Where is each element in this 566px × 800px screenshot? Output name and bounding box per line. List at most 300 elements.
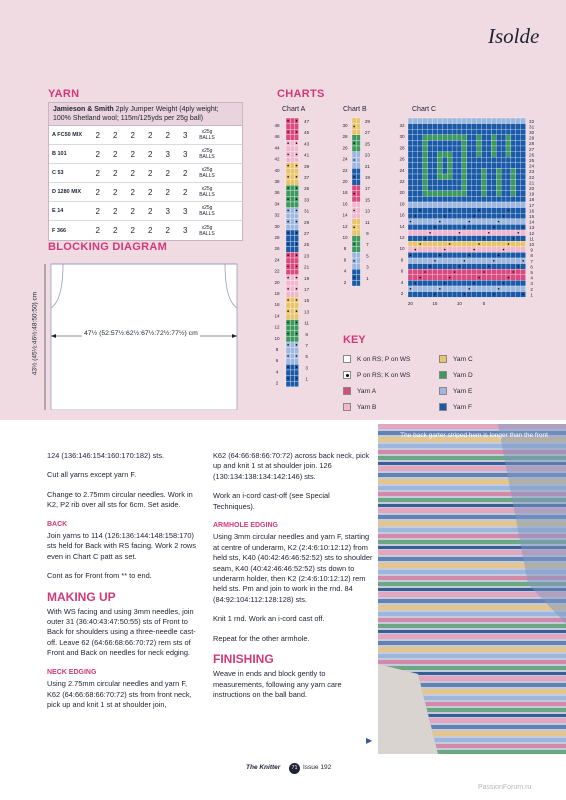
- chart-c-cell: [506, 118, 511, 124]
- chart-c-cell: [477, 247, 482, 253]
- chart-c-col-number: 20: [407, 301, 414, 307]
- chart-c-cell: [442, 146, 447, 152]
- chart-c-cell: [482, 252, 487, 258]
- chart-b-row-number: 28: [342, 134, 348, 140]
- chart-c-cell: [477, 140, 482, 146]
- ball-count: 3: [165, 149, 170, 159]
- chart-c-cell: [442, 118, 447, 124]
- chart-b-row-number: 18: [342, 190, 348, 196]
- chart-c-cell: [472, 196, 477, 202]
- chart-c-cell: [472, 252, 477, 258]
- chart-c-cell: [457, 152, 462, 158]
- ball-count: 2: [148, 130, 153, 140]
- chart-c-cell: [486, 191, 491, 197]
- key-swatch: [439, 387, 447, 395]
- chart-c-cell: [486, 180, 491, 186]
- chart-a-dot: [287, 142, 289, 144]
- chart-c-cell: [477, 269, 482, 275]
- chart-c-cell: [452, 241, 457, 247]
- chart-c-cell: [491, 168, 496, 174]
- chart-c-cell: [423, 286, 428, 292]
- chart-c-cell: [437, 157, 442, 163]
- chart-a-cell: [290, 202, 294, 208]
- chart-a-dot: [287, 266, 289, 268]
- chart-c-cell: [491, 252, 496, 258]
- chart-c-cell: [521, 118, 526, 124]
- chart-c-cell: [477, 224, 482, 230]
- chart-c-cell: [496, 230, 501, 236]
- chart-c-cell: [418, 118, 423, 124]
- chart-a-dot: [296, 333, 298, 335]
- chart-c-cell: [467, 269, 472, 275]
- chart-b-dot: [353, 210, 355, 212]
- chart-c-cell: [521, 230, 526, 236]
- chart-c-cell: [433, 168, 438, 174]
- chart-c-cell: [428, 180, 433, 186]
- yarn-row: [49, 183, 242, 202]
- chart-c-row-number: 26: [399, 156, 405, 162]
- chart-a-cell: [290, 303, 294, 309]
- chart-b-cell: [352, 247, 356, 253]
- chart-c-cell: [437, 280, 442, 286]
- chart-c-cell: [516, 146, 521, 152]
- chart-c-cell: [472, 140, 477, 146]
- chart-c-cell: [418, 168, 423, 174]
- ball-count: 2: [113, 168, 118, 178]
- chart-c-cell: [477, 129, 482, 135]
- chart-c-cell: [472, 275, 477, 281]
- chart-c-cell: [413, 174, 418, 180]
- chart-c-cell: [516, 180, 521, 186]
- chart-c-cell: [511, 264, 516, 270]
- chart-c-cell: [437, 224, 442, 230]
- chart-c-cell: [482, 241, 487, 247]
- chart-a-cell: [286, 359, 290, 365]
- chart-c-cell: [491, 152, 496, 158]
- chart-c-cell: [437, 258, 442, 264]
- chart-b-dot: [353, 226, 355, 228]
- chart-b-row-number: 3: [366, 264, 369, 270]
- chart-c-cell: [506, 224, 511, 230]
- chart-c-cell: [418, 264, 423, 270]
- chart-c-cell: [433, 135, 438, 141]
- chart-c-cell: [413, 180, 418, 186]
- chart-c-row-number: 10: [399, 246, 405, 252]
- chart-a-cell: [294, 191, 298, 197]
- chart-c-cell: [472, 124, 477, 130]
- chart-c-row-number: 22: [399, 178, 405, 184]
- chart-c-cell: [482, 168, 487, 174]
- chart-c-cell: [433, 286, 438, 292]
- chart-c-cell: [501, 163, 506, 169]
- chart-c-cell: [491, 163, 496, 169]
- chart-c-cell: [501, 219, 506, 225]
- page-title: Isolde: [488, 24, 540, 48]
- chart-c-cell: [506, 252, 511, 258]
- chart-c-cell: [418, 146, 423, 152]
- chart-c-dot: [508, 210, 510, 212]
- chart-c-cell: [506, 213, 511, 219]
- chart-c-cell: [462, 146, 467, 152]
- chart-c-cell: [501, 230, 506, 236]
- chart-a-cell: [290, 191, 294, 197]
- chart-c-cell: [428, 258, 433, 264]
- chart-c-cell: [457, 124, 462, 130]
- chart-a-cell: [290, 247, 294, 253]
- chart-c-row-number: 16: [529, 208, 535, 214]
- chart-a-cell: [294, 124, 298, 130]
- chart-c-cell: [452, 202, 457, 208]
- chart-a-cell: [286, 381, 290, 387]
- chart-c-cell: [452, 275, 457, 281]
- key-item: [439, 403, 535, 411]
- chart-c-cell: [423, 146, 428, 152]
- chart-a-row-number: 6: [275, 358, 279, 364]
- chart-a-cell: [294, 359, 298, 365]
- chart-c-dot: [439, 288, 441, 290]
- chart-b-row-number: 30: [342, 122, 348, 128]
- key-swatch: [343, 355, 351, 363]
- chart-c-cell: [482, 292, 487, 298]
- chart-a-row-number: 4: [275, 369, 279, 375]
- chart-c-cell: [496, 157, 501, 163]
- chart-b-dot: [353, 142, 355, 144]
- chart-c-cell: [506, 230, 511, 236]
- chart-c-cell: [457, 269, 462, 275]
- chart-c-cell: [413, 241, 418, 247]
- chart-c-cell: [408, 124, 413, 130]
- chart-c-cell: [496, 135, 501, 141]
- chart-c-cell: [423, 174, 428, 180]
- chart-a-dot: [296, 366, 298, 368]
- chart-a-dot: [296, 120, 298, 122]
- chart-c-cell: [423, 129, 428, 135]
- chart-c-cell: [506, 219, 511, 225]
- chart-c-cell: [418, 292, 423, 298]
- chart-c-cell: [506, 269, 511, 275]
- ball-count: 2: [130, 149, 135, 159]
- chart-c-cell: [501, 140, 506, 146]
- chart-c-cell: [437, 241, 442, 247]
- chart-c-row-number: 29: [529, 135, 535, 141]
- chart-c-cell: [467, 157, 472, 163]
- chart-c-cell: [521, 286, 526, 292]
- chart-c-cell: [496, 124, 501, 130]
- chart-c-cell: [408, 275, 413, 281]
- chart-a-cell: [290, 168, 294, 174]
- chart-b-cell: [356, 196, 360, 202]
- chart-c-cell: [437, 269, 442, 275]
- chart-b-cell: [356, 180, 360, 186]
- chart-c-cell: [477, 202, 482, 208]
- chart-a-cell: [294, 348, 298, 354]
- chart-c-cell: [511, 224, 516, 230]
- chart-c-cell: [491, 140, 496, 146]
- chart-c-cell: [457, 140, 462, 146]
- chart-a-row-number: 8: [275, 346, 279, 352]
- chart-a-dot: [287, 310, 289, 312]
- making-up-heading: MAKING UP: [47, 589, 116, 604]
- chart-c-cell: [511, 252, 516, 258]
- chart-c-cell: [423, 140, 428, 146]
- chart-c-cell: [462, 191, 467, 197]
- chart-c-cell: [521, 269, 526, 275]
- chart-c-cell: [462, 174, 467, 180]
- chart-a-cell: [286, 370, 290, 376]
- chart-c-dot: [503, 249, 505, 251]
- chart-c-cell: [452, 230, 457, 236]
- chart-c-cell: [423, 135, 428, 141]
- chart-a-dot: [296, 266, 298, 268]
- chart-b-row-number: 20: [342, 178, 348, 184]
- chart-c-dot: [513, 238, 515, 240]
- chart-b-row-number: 16: [342, 201, 348, 207]
- chart-a-row-number: 19: [304, 275, 310, 281]
- ball-count: 2: [148, 168, 153, 178]
- chart-a-cell: [290, 236, 294, 242]
- chart-c-row-number: 12: [399, 234, 405, 240]
- chart-c-cell: [442, 252, 447, 258]
- chart-a-dot: [296, 378, 298, 380]
- chart-a-cell: [294, 157, 298, 163]
- chart-a-cell: [290, 325, 294, 331]
- chart-c-cell: [418, 230, 423, 236]
- chart-c-cell: [423, 168, 428, 174]
- chart-a-cell: [290, 353, 294, 359]
- chart-c-cell: [506, 292, 511, 298]
- chart-c-cell: [491, 247, 496, 253]
- chart-b-cell: [352, 168, 356, 174]
- chart-c-cell: [486, 140, 491, 146]
- chart-a-dot: [296, 243, 298, 245]
- chart-c-cell: [482, 196, 487, 202]
- chart-c-cell: [516, 135, 521, 141]
- chart-c-row-number: 5: [530, 269, 533, 275]
- chart-c-cell: [482, 191, 487, 197]
- chart-c-dot: [483, 271, 485, 273]
- chart-c-cell: [501, 236, 506, 242]
- chart-c-cell: [423, 247, 428, 253]
- chart-c-cell: [486, 247, 491, 253]
- chart-c-cell: [423, 124, 428, 130]
- page-number: 71: [289, 763, 300, 774]
- chart-a-cell: [290, 320, 294, 326]
- chart-c-cell: [447, 135, 452, 141]
- chart-a-cell: [286, 247, 290, 253]
- chart-c-cell: [423, 163, 428, 169]
- chart-c-dot: [419, 210, 421, 212]
- chart-c-cell: [433, 241, 438, 247]
- chart-c-cell: [408, 264, 413, 270]
- chart-a-row-number: 36: [274, 190, 280, 196]
- chart-c-cell: [433, 180, 438, 186]
- chart-b-row-number: 19: [364, 175, 370, 181]
- chart-c-cell: [521, 202, 526, 208]
- chart-c-cell: [496, 180, 501, 186]
- chart-c-cell: [452, 258, 457, 264]
- chart-a-row-number: 17: [304, 287, 310, 293]
- chart-c-dot: [449, 277, 451, 279]
- chart-c-cell: [511, 157, 516, 163]
- chart-c-cell: [462, 157, 467, 163]
- chart-c-cell: [467, 258, 472, 264]
- chart-c-cell: [501, 286, 506, 292]
- chart-c-cell: [413, 252, 418, 258]
- yarn-row: [49, 145, 242, 164]
- chart-c-cell: [433, 146, 438, 152]
- chart-c-cell: [408, 168, 413, 174]
- chart-c-cell: [521, 168, 526, 174]
- chart-c-cell: [521, 146, 526, 152]
- chart-a-cell: [294, 224, 298, 230]
- chart-a-dot: [287, 355, 289, 357]
- chart-c-cell: [482, 163, 487, 169]
- chart-c-cell: [437, 118, 442, 124]
- ball-count: 2: [148, 226, 153, 235]
- knitted-garment-photo: [378, 424, 566, 754]
- chart-c-cell: [457, 247, 462, 253]
- chart-c-row-number: 27: [529, 146, 535, 152]
- chart-c-cell: [437, 196, 442, 202]
- chart-c-row-number: 24: [529, 163, 535, 169]
- chart-c-cell: [413, 230, 418, 236]
- chart-c-dot: [478, 210, 480, 212]
- finishing-heading: FINISHING: [213, 652, 274, 667]
- chart-c-dot: [473, 249, 475, 251]
- chart-c-cell: [423, 275, 428, 281]
- photo-caption: The back garter striped hem is longer than the front: [400, 432, 548, 439]
- chart-c-row-number: 25: [529, 157, 535, 163]
- chart-c-cell: [472, 185, 477, 191]
- chart-b-row-number: 17: [364, 186, 370, 192]
- chart-c-cell: [506, 180, 511, 186]
- chart-c-cell: [447, 191, 452, 197]
- chart-c-cell: [413, 258, 418, 264]
- chart-c-cell: [447, 140, 452, 146]
- chart-c-dot: [513, 271, 515, 273]
- chart-c-cell: [506, 146, 511, 152]
- charts-heading: CHARTS: [277, 88, 325, 100]
- chart-c-cell: [467, 180, 472, 186]
- chart-c-row-number: 28: [529, 141, 535, 147]
- chart-c-dot: [415, 249, 417, 251]
- chart-c-cell: [462, 168, 467, 174]
- chart-c-cell: [447, 230, 452, 236]
- chart-c-dot: [498, 221, 500, 223]
- chart-c-cell: [501, 174, 506, 180]
- chart-c-cell: [433, 219, 438, 225]
- chart-c-cell: [501, 124, 506, 130]
- chart-c-cell: [462, 152, 467, 158]
- chart-c-cell: [413, 219, 418, 225]
- ball-count: 2: [165, 168, 170, 178]
- chart-c-cell: [442, 140, 447, 146]
- chart-c-cell: [418, 286, 423, 292]
- ball-count: 3: [183, 226, 188, 235]
- chart-c-cell: [457, 208, 462, 214]
- chart-c-cell: [418, 129, 423, 135]
- chart-c-cell: [428, 208, 433, 214]
- ball-count: 2: [113, 206, 118, 216]
- chart-c-cell: [423, 185, 428, 191]
- chart-a-cell: [290, 258, 294, 264]
- chart-a-dot: [296, 355, 298, 357]
- chart-a-cell: [286, 292, 290, 298]
- ball-count: 2: [95, 206, 100, 216]
- blocking-width-label: 47½ (52:57½:62½:67½:72½:77½) cm: [84, 330, 198, 337]
- chart-c-dot: [415, 215, 417, 217]
- chart-c-cell: [486, 269, 491, 275]
- ball-count: 2: [183, 168, 188, 178]
- chart-c-cell: [521, 185, 526, 191]
- chart-c-cell: [472, 292, 477, 298]
- next-arrow-icon: ▶: [366, 736, 373, 745]
- key-label: P on RS; K on WS: [357, 371, 411, 379]
- chart-a-cell: [290, 359, 294, 365]
- chart-b-cell: [356, 280, 360, 286]
- chart-c-cell: [467, 241, 472, 247]
- chart-c-cell: [408, 241, 413, 247]
- chart-b-row-number: 29: [364, 119, 370, 125]
- chart-c-row-number: 7: [530, 258, 533, 264]
- chart-c-cell: [413, 168, 418, 174]
- chart-c-cell: [452, 264, 457, 270]
- chart-c-row-number: 22: [529, 174, 535, 180]
- chart-a-label: Chart A: [282, 106, 306, 113]
- chart-a-cell: [290, 269, 294, 275]
- chart-b-cell: [356, 140, 360, 146]
- chart-c-row-number: 2: [530, 286, 533, 292]
- chart-c-cell: [428, 252, 433, 258]
- ball-count: 2: [148, 187, 153, 197]
- chart-c-cell: [462, 140, 467, 146]
- chart-b-row-number: 1: [366, 275, 369, 281]
- chart-a-cell: [290, 364, 294, 370]
- chart-c-cell: [506, 196, 511, 202]
- chart-c-dot: [522, 294, 524, 296]
- chart-c-cell: [462, 208, 467, 214]
- chart-c-cell: [423, 258, 428, 264]
- chart-c-cell: [457, 185, 462, 191]
- chart-a-cell: [290, 124, 294, 130]
- yarn-row: [49, 221, 242, 240]
- chart-c-cell: [437, 163, 442, 169]
- chart-a-row-number: 37: [304, 175, 310, 181]
- key-item: [439, 371, 535, 379]
- chart-c-cell: [408, 280, 413, 286]
- chart-a-row-number: 22: [274, 268, 280, 274]
- chart-c-cell: [496, 241, 501, 247]
- chart-c-cell: [447, 252, 452, 258]
- chart-c-row-number: 8: [530, 253, 533, 259]
- chart-c-dot: [503, 215, 505, 217]
- chart-c-cell: [447, 168, 452, 174]
- chart-c-cell: [482, 219, 487, 225]
- chart-c-dot: [449, 210, 451, 212]
- chart-c-cell: [477, 180, 482, 186]
- chart-c-cell: [467, 152, 472, 158]
- chart-a-cell: [294, 247, 298, 253]
- chart-c-cell: [433, 174, 438, 180]
- chart-c-cell: [447, 224, 452, 230]
- chart-c-cell: [477, 196, 482, 202]
- chart-c-cell: [452, 135, 457, 141]
- chart-c-cell: [457, 191, 462, 197]
- chart-c-cell: [423, 208, 428, 214]
- chart-a-cell: [294, 292, 298, 298]
- chart-c-cell: [491, 174, 496, 180]
- chart-c-cell: [437, 275, 442, 281]
